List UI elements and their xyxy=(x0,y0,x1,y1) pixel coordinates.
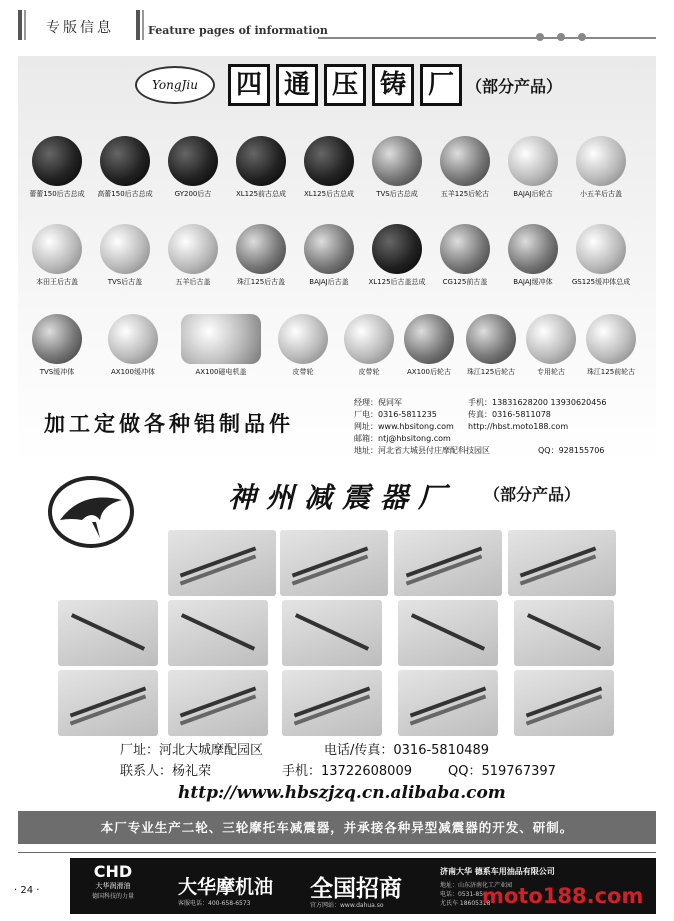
ad1-slogan: 加工定做各种铝制品件 xyxy=(44,411,294,436)
product-item: 珠江125后古盖 xyxy=(228,224,294,287)
contact-phone: 厂电：0316-5811235 xyxy=(354,410,437,419)
product-item: 蕾蕾150后古总成 xyxy=(24,136,90,199)
moto188-watermark: moto188.com xyxy=(482,884,644,908)
section-title-cn: 专版信息 xyxy=(46,20,114,36)
product-image xyxy=(32,314,82,364)
yongjiu-logo: YongJiu xyxy=(135,66,215,104)
product-item: 珠江125后轮古 xyxy=(458,314,524,377)
shenzhou-logo xyxy=(48,476,134,548)
contact-fax: 传真：0316-5811078 xyxy=(468,410,551,419)
footer-rule xyxy=(18,852,656,853)
header-dot-icon xyxy=(578,33,586,41)
product-item: 五羊后古盖 xyxy=(160,224,226,287)
ad2-qq: QQ：519767397 xyxy=(448,764,556,779)
product-item: GS125缓冲体总成 xyxy=(568,224,634,287)
eagle-logo-icon xyxy=(52,480,130,544)
ad1-title xyxy=(228,64,462,106)
contact-web2: http://hbst.moto188.com xyxy=(468,422,569,431)
shock-absorber-image xyxy=(398,600,498,666)
contact-manager: 经理：倪同军 xyxy=(354,398,402,407)
product-item: AX100后轮古 xyxy=(396,314,462,377)
header-rule xyxy=(318,37,656,39)
shock-absorber-image xyxy=(398,670,498,736)
product-image xyxy=(278,314,328,364)
company-name: 济南大华 德系车用油品有限公司 xyxy=(440,867,555,876)
product-item: 高蕾150后古总成 xyxy=(92,136,158,199)
shock-absorber-image xyxy=(282,670,382,736)
product-image xyxy=(526,314,576,364)
title-char: 压 xyxy=(324,64,366,106)
product-image xyxy=(586,314,636,364)
product-image xyxy=(181,314,261,364)
product-image xyxy=(108,314,158,364)
product-image xyxy=(304,136,354,186)
shock-absorber-image xyxy=(168,670,268,736)
product-item: AX100缓冲体 xyxy=(100,314,166,377)
shock-absorber-image xyxy=(282,600,382,666)
ad2-url: http://www.hbszjzq.cn.alibaba.com xyxy=(178,783,506,803)
product-item: 小五羊后古盖 xyxy=(568,136,634,199)
shock-absorber-image xyxy=(514,600,614,666)
product-image xyxy=(466,314,516,364)
header-dot-icon xyxy=(557,33,565,41)
ad2-phone: 电话/传真：0316-5810489 xyxy=(324,743,490,758)
product-image xyxy=(372,224,422,274)
page-number: · 24 · xyxy=(14,885,40,896)
oil-title: 大华摩机油 xyxy=(178,876,274,898)
product-image xyxy=(576,224,626,274)
product-image xyxy=(32,224,82,274)
product-item: 珠江125前轮古 xyxy=(578,314,644,377)
contact-qq: QQ：928155706 xyxy=(538,446,605,455)
product-item: 皮带轮 xyxy=(270,314,336,377)
contact-web: 网址：www.hbsitong.com xyxy=(354,422,454,431)
shenzhou-ad xyxy=(18,468,656,846)
product-item: TVS后古总成 xyxy=(364,136,430,199)
ad2-title-suffix: （部分产品） xyxy=(484,485,581,504)
ad2-banner: 本厂专业生产二轮、三轮摩托车减震器，并承接各种异型减震器的开发、研制。 xyxy=(18,811,656,844)
product-item: BAJAJ缓冲体 xyxy=(500,224,566,287)
product-item: XL125前古总成 xyxy=(228,136,294,199)
header-divider xyxy=(142,10,144,40)
title-char: 厂 xyxy=(420,64,462,106)
shock-absorber-image xyxy=(168,530,276,596)
dahua-logo-name: 大华润滑油 xyxy=(95,882,131,890)
product-image xyxy=(236,136,286,186)
dahua-logo xyxy=(78,862,148,900)
product-item: GY200后古 xyxy=(160,136,226,199)
product-item: BAJAJ后轮古 xyxy=(500,136,566,199)
ad2-title: 神州减震器厂 xyxy=(228,481,457,514)
product-image xyxy=(304,224,354,274)
oil-hotline: 客服电话：400-658-6573 xyxy=(178,900,251,907)
dahua-website: 官方网站：www.dahua.so xyxy=(310,902,384,909)
contact-email: 邮箱：ntj@hbsitong.com xyxy=(354,434,451,443)
product-image xyxy=(508,136,558,186)
product-image xyxy=(576,136,626,186)
shock-absorber-image xyxy=(514,670,614,736)
product-item: TVS缓冲体 xyxy=(24,314,90,377)
header-divider xyxy=(18,10,22,40)
product-image xyxy=(236,224,286,274)
product-image xyxy=(168,224,218,274)
product-image xyxy=(344,314,394,364)
product-item: 本田王后古盖 xyxy=(24,224,90,287)
dahua-logo-mark: CHD xyxy=(93,862,133,881)
product-image xyxy=(32,136,82,186)
product-item: 皮带轮 xyxy=(336,314,402,377)
product-image xyxy=(100,224,150,274)
product-image xyxy=(404,314,454,364)
header-dot-icon xyxy=(536,33,544,41)
product-item: BAJAJ后古盖 xyxy=(296,224,362,287)
ad2-mobile: 手机：13722608009 xyxy=(282,764,412,779)
ad1-title-suffix: （部分产品） xyxy=(466,77,563,96)
company-mobile: 尤氏车 18605318 xyxy=(440,900,491,907)
product-item: CG125前古盖 xyxy=(432,224,498,287)
product-image xyxy=(168,136,218,186)
shock-absorber-image xyxy=(394,530,502,596)
dahua-logo-tagline: 德国科技的力量 xyxy=(91,893,134,900)
recruit-title: 全国招商 xyxy=(310,876,402,902)
sitong-ad xyxy=(18,56,656,464)
product-image xyxy=(372,136,422,186)
product-image xyxy=(440,224,490,274)
contact-mobile: 手机：13831628200 13930620456 xyxy=(468,398,607,407)
product-image xyxy=(508,224,558,274)
ad2-contact-person: 联系人：杨礼荣 xyxy=(120,764,212,779)
title-char: 通 xyxy=(276,64,318,106)
shock-absorber-image xyxy=(280,530,388,596)
header-divider xyxy=(24,10,26,40)
title-char: 四 xyxy=(228,64,270,106)
product-item: 五羊125后轮古 xyxy=(432,136,498,199)
shock-absorber-image xyxy=(508,530,616,596)
product-item: XL125后古盖总成 xyxy=(364,224,430,287)
product-image xyxy=(100,136,150,186)
product-item: TVS后古盖 xyxy=(92,224,158,287)
company-address: 地址：山东济南化工产业园 xyxy=(440,882,513,889)
header-divider xyxy=(136,10,140,40)
title-char: 铸 xyxy=(372,64,414,106)
company-phone: 电话：0531-850 xyxy=(440,891,487,898)
shock-absorber-image xyxy=(168,600,268,666)
ad2-address: 厂址：河北大城摩配园区 xyxy=(120,743,264,758)
product-item: 专用轮古 xyxy=(518,314,584,377)
section-title-en: Feature pages of information xyxy=(148,24,328,37)
product-item: XL125后古总成 xyxy=(296,136,362,199)
product-image xyxy=(440,136,490,186)
shock-absorber-image xyxy=(58,670,158,736)
product-item: AX100磁电机盖 xyxy=(178,314,264,377)
shock-absorber-image xyxy=(58,600,158,666)
contact-address: 地址：河北省大城县付庄摩配科技园区 xyxy=(354,446,490,455)
